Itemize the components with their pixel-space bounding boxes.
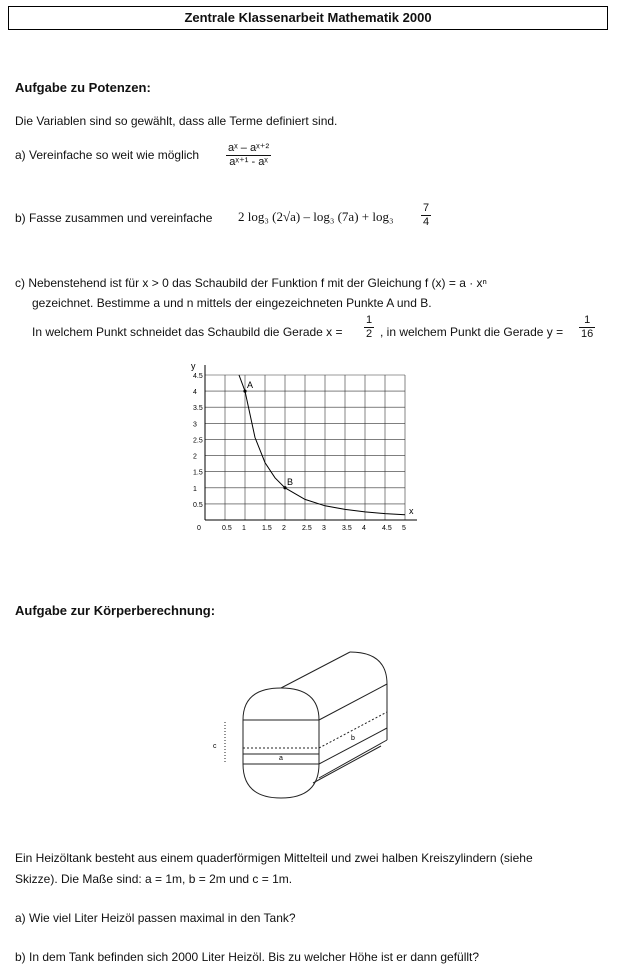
- task-c-frac1-den: 2: [366, 328, 373, 340]
- intro-text: Die Variablen sind so gewählt, dass alle Terme definiert sind.: [15, 114, 338, 128]
- sketch-label-b: b: [351, 735, 355, 742]
- x-tick-label: 2: [282, 525, 286, 532]
- task-b-frac-den: 4: [423, 216, 430, 228]
- task-b-text: b) Fasse zusammen und vereinfache: [15, 211, 213, 225]
- y-tick-label: 0.5: [193, 501, 203, 509]
- task-a-numerator: aˣ – aˣ⁺²: [228, 142, 270, 154]
- x-tick-label: 3: [322, 525, 326, 532]
- task-c-frac2-den: 16: [581, 328, 594, 340]
- x-tick-label: 5: [402, 525, 406, 532]
- task-b-expression: 2 log₃ (2√a) – log₃ (7a) + log₃: [238, 209, 394, 224]
- sketch-label-c: c: [213, 743, 217, 750]
- tank-sketch: [195, 640, 405, 820]
- x-tick-label: 1.5: [262, 525, 272, 532]
- tank-question-b: b) In dem Tank befinden sich 2000 Liter Heizöl. Bis zu welcher Höhe ist er dann gefüllt?: [15, 950, 480, 964]
- task-a-fraction: [226, 142, 271, 169]
- tank-text-line1: Ein Heizöltank besteht aus einem quaderförmigen Mittelteil und zwei halben Kreiszylindern (siehe: [15, 851, 533, 865]
- page-title: Zentrale Klassenarbeit Mathematik 2000: [8, 6, 608, 30]
- y-tick-label: 2.5: [193, 437, 203, 445]
- y-tick-label: 2: [193, 453, 197, 461]
- section-heading-potenzen: Aufgabe zu Potenzen:: [15, 80, 151, 95]
- x-axis-label: x: [409, 506, 414, 516]
- tank-text-line2: Skizze). Die Maße sind: a = 1m, b = 2m und c = 1m.: [15, 872, 293, 886]
- task-c-frac1-num: 1: [366, 314, 373, 326]
- task-c-line3b: , in welchem Punkt die Gerade y =: [380, 325, 564, 339]
- task-c-line3a: In welchem Punkt schneidet das Schaubild die Gerade x =: [32, 325, 343, 339]
- y-tick-label: 1.5: [193, 469, 203, 477]
- y-tick-label: 3: [193, 421, 197, 429]
- x-tick-label: 3.5: [342, 525, 352, 532]
- x-tick-label: 0: [197, 525, 201, 532]
- x-tick-label: 0.5: [222, 525, 232, 532]
- x-tick-label: 4.5: [382, 525, 392, 532]
- y-tick-label: 1: [193, 485, 197, 493]
- task-b-frac-num: 7: [423, 202, 430, 214]
- task-b-fraction: [421, 202, 431, 229]
- y-tick-label: 3.5: [193, 405, 203, 413]
- task-c-frac2-num: 1: [579, 314, 595, 328]
- x-tick-label: 1: [242, 525, 246, 532]
- task-c-fraction-1: [364, 314, 374, 341]
- y-axis-label: y: [191, 361, 196, 371]
- task-c-fraction-2: [579, 314, 595, 341]
- sketch-label-a: a: [279, 755, 283, 762]
- x-tick-label: 2.5: [302, 525, 312, 532]
- point-label: B: [287, 476, 294, 487]
- function-graph: [175, 360, 420, 540]
- section-heading-koerper: Aufgabe zur Körperberechnung:: [15, 603, 216, 618]
- function-curve: [239, 375, 405, 515]
- task-c-line2: gezeichnet. Bestimme a und n mittels der eingezeichneten Punkte A und B.: [32, 296, 432, 310]
- tank-question-a: a) Wie viel Liter Heizöl passen maximal in den Tank?: [15, 911, 296, 925]
- task-a-text: a) Vereinfache so weit wie möglich: [15, 148, 200, 162]
- point-label: A: [247, 380, 254, 391]
- task-c-line1: c) Nebenstehend ist für x > 0 das Schaubild der Funktion f mit der Gleichung f (x) = a · xⁿ: [15, 276, 487, 290]
- y-tick-label: 4.5: [193, 373, 203, 380]
- y-tick-label: 4: [193, 389, 197, 397]
- task-a-denominator: aˣ⁺¹ - aˣ: [229, 156, 268, 168]
- x-tick-label: 4: [362, 525, 366, 532]
